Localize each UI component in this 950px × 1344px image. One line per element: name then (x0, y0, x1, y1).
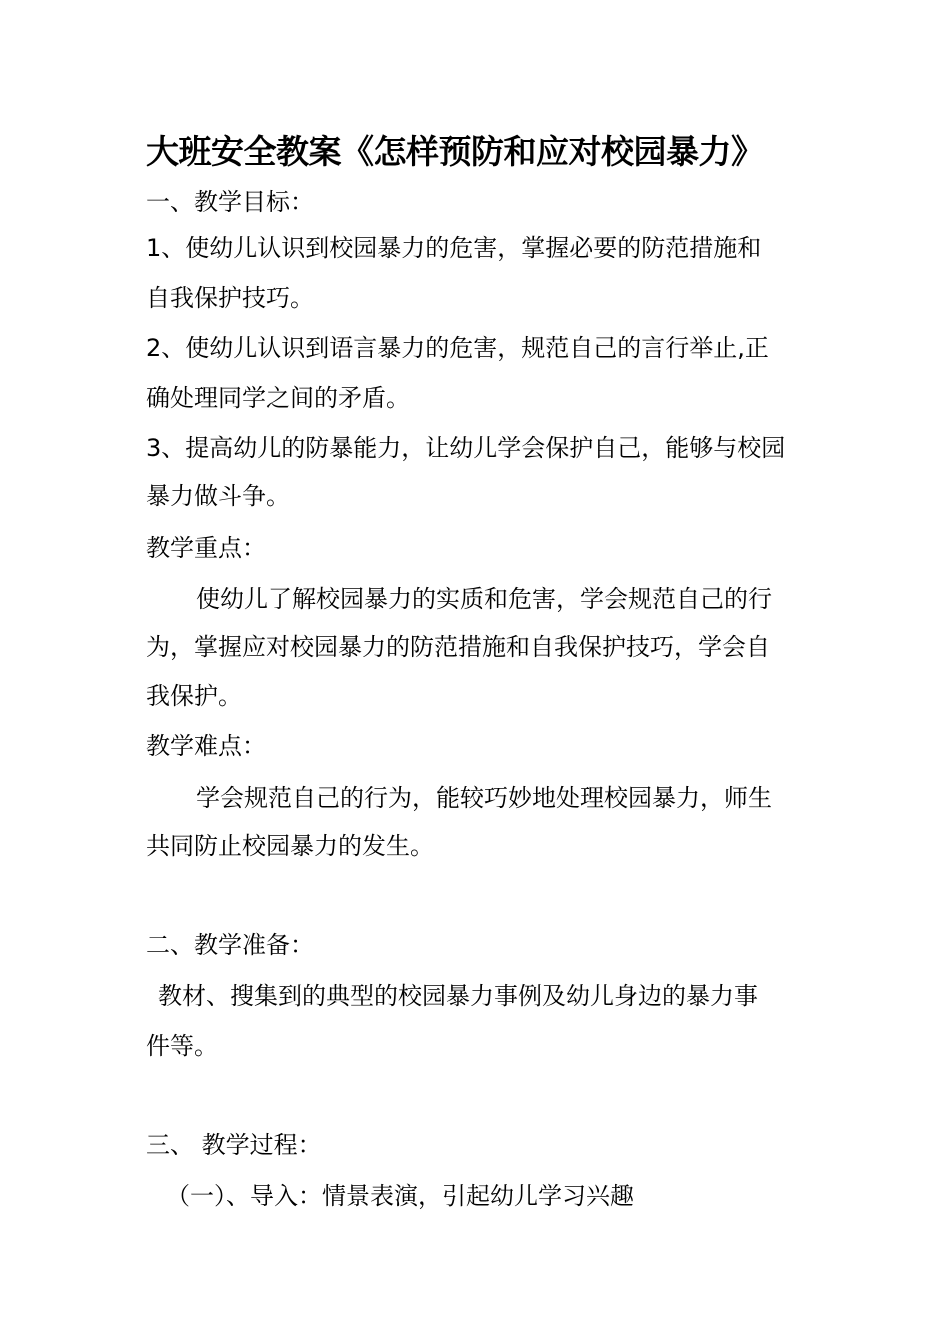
section-heading-objectives: 一、教学目标： (146, 188, 314, 216)
difficulties-line-2: 共同防止校园暴力的发生。 (146, 832, 434, 860)
objective-2-line-2: 确处理同学之间的矛盾。 (146, 384, 410, 412)
heading-difficulties: 教学难点： (146, 732, 266, 760)
objective-3-line-1: 3、提高幼儿的防暴能力，让幼儿学会保护自己，能够与校园 (146, 434, 786, 462)
objective-1-line-1: 1、使幼儿认识到校园暴力的危害，掌握必要的防范措施和 (146, 234, 762, 262)
key-points-line-2: 为，掌握应对校园暴力的防范措施和自我保护技巧，学会自 (146, 633, 770, 661)
preparation-line-2: 件等。 (146, 1032, 218, 1060)
document-title: 大班安全教案《怎样预防和应对校园暴力》 (146, 132, 764, 171)
section-heading-preparation: 二、教学准备： (146, 931, 314, 959)
preparation-line-1: 教材、搜集到的典型的校园暴力事例及幼儿身边的暴力事 (158, 982, 758, 1010)
difficulties-line-1: 学会规范自己的行为，能较巧妙地处理校园暴力，师生 (196, 784, 772, 812)
objective-2-line-1: 2、使幼儿认识到语言暴力的危害，规范自己的言行举止,正 (146, 334, 769, 362)
heading-key-points: 教学重点： (146, 534, 266, 562)
objective-3-line-2: 暴力做斗争。 (146, 482, 290, 510)
key-points-line-1: 使幼儿了解校园暴力的实质和危害，学会规范自己的行 (196, 585, 772, 613)
objective-1-line-2: 自我保护技巧。 (146, 284, 314, 312)
process-step-1: （一）、导入：情景表演，引起幼儿学习兴趣 (166, 1182, 634, 1210)
section-heading-process: 三、 教学过程： (146, 1131, 322, 1159)
key-points-line-3: 我保护。 (146, 682, 242, 710)
